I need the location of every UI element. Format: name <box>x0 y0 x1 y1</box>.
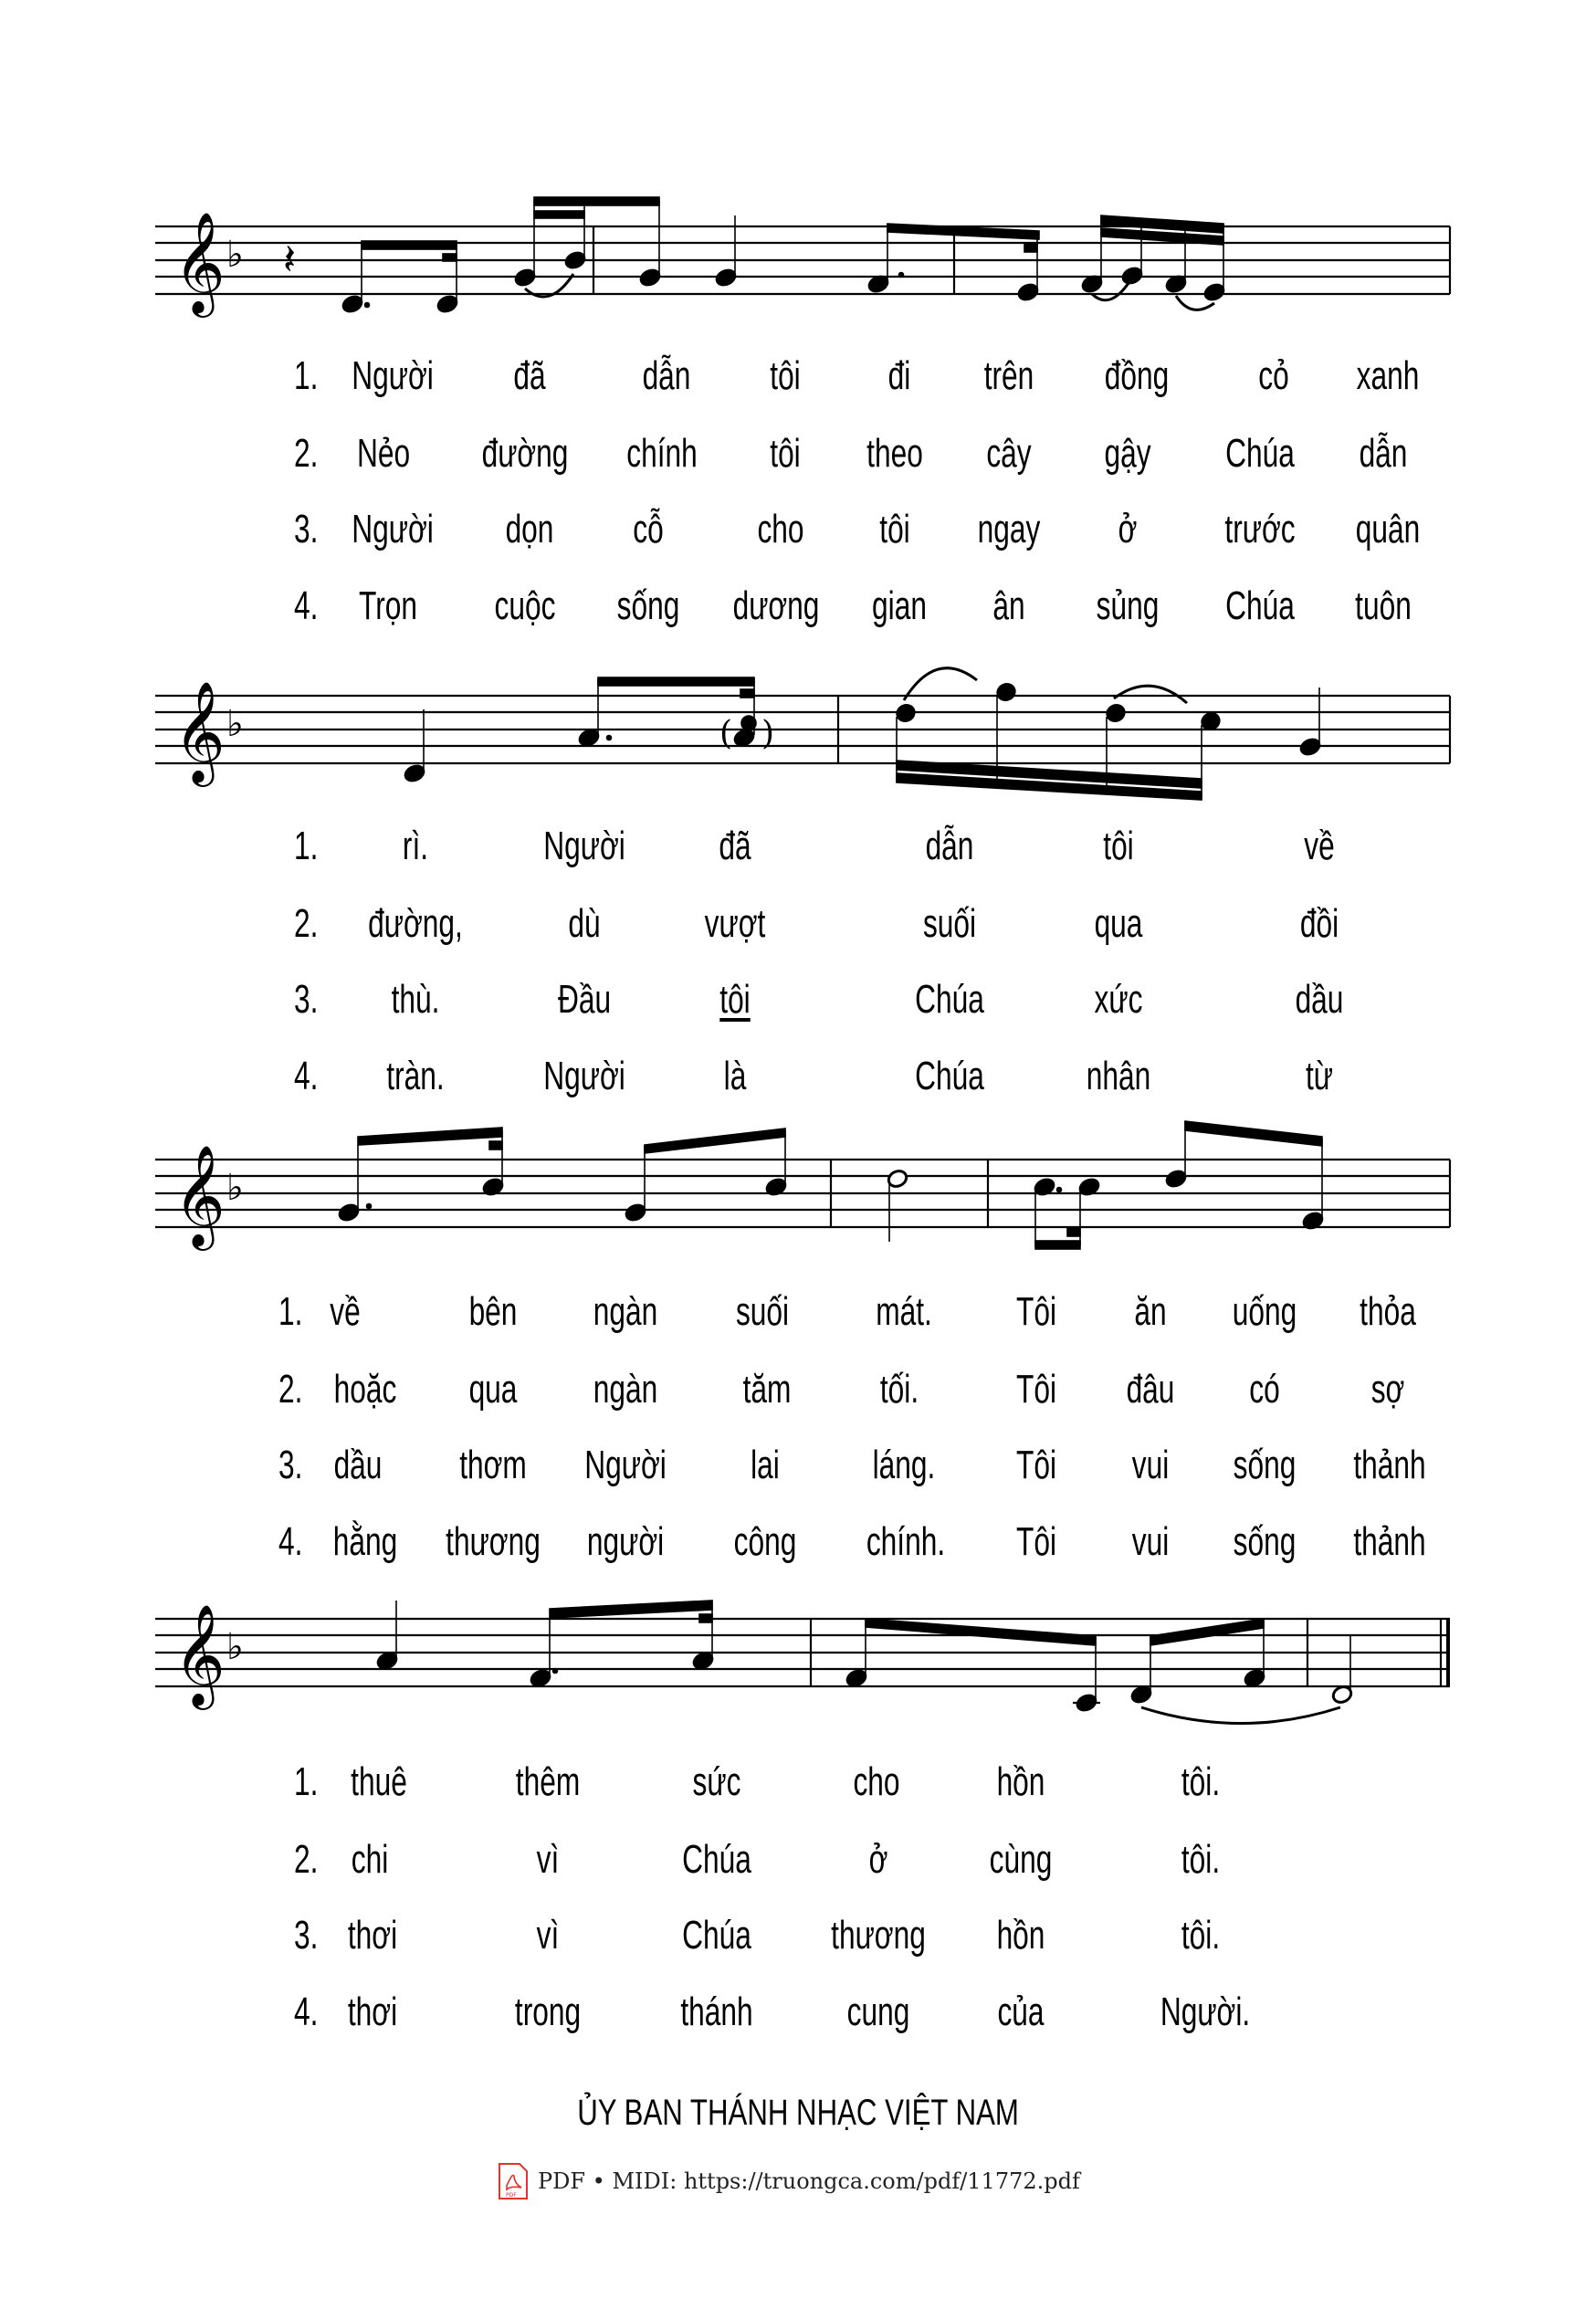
treble-clef-icon: 𝄞 <box>173 680 226 782</box>
lyric-line-2-verse-3 <box>0 977 1596 1034</box>
lyric-syllable: cây <box>986 431 1032 476</box>
verse-number: 2. <box>294 431 319 476</box>
lyric-syllable: dẫn <box>925 824 974 868</box>
lyric-syllable: Tôi <box>1015 1519 1057 1564</box>
lyric-syllable: đã <box>719 824 751 868</box>
verse-number: 1. <box>278 1289 303 1334</box>
lyric-line-4-verse-1 <box>0 1759 1596 1817</box>
lyric-syllable: cỏ <box>1258 353 1289 398</box>
lyric-syllable: cuộc <box>494 583 556 628</box>
lyric-syllable: xức <box>1094 977 1143 1022</box>
lyric-line-1-verse-2 <box>0 431 1596 488</box>
verse-number: 4. <box>294 1989 319 2034</box>
lyric-syllable: Người <box>584 1443 667 1487</box>
lyric-syllable: hằng <box>332 1519 398 1564</box>
pdf-file-icon <box>498 2162 529 2200</box>
lyric-syllable: chính <box>626 431 698 476</box>
lyric-syllable: Người <box>543 824 625 868</box>
lyric-syllable: dọn <box>505 507 554 551</box>
lyric-syllable: dù <box>568 901 601 946</box>
lyric-syllable: sống <box>1233 1443 1297 1487</box>
lyric-syllable: cỗ <box>633 507 664 551</box>
lyric-syllable: thánh <box>680 1989 753 2034</box>
lyric-line-3-verse-2 <box>0 1367 1596 1424</box>
lyric-syllable: Trọn <box>359 583 417 628</box>
lyric-syllable: trên <box>983 353 1034 398</box>
lyric-syllable: thơi <box>347 1913 398 1958</box>
lyric-syllable: theo <box>866 431 923 476</box>
lyric-syllable: tối. <box>879 1367 919 1412</box>
lyric-syllable: tăm <box>742 1367 792 1412</box>
verse-number: 4. <box>294 583 319 628</box>
lyric-syllable: bên <box>468 1289 518 1334</box>
lyric-line-1-verse-1 <box>0 353 1596 411</box>
lyric-syllable: Chúa <box>915 977 984 1022</box>
lyric-syllable: có <box>1249 1367 1280 1412</box>
lyric-syllable: đồng <box>1104 353 1170 398</box>
lyric-syllable: ngay <box>977 507 1041 551</box>
lyric-syllable: Chúa <box>915 1054 984 1098</box>
lyric-syllable: cung <box>846 1989 910 2034</box>
lyric-syllable: quân <box>1355 507 1421 551</box>
lyric-syllable: qua <box>1094 901 1143 946</box>
lyric-syllable: cho <box>853 1759 900 1804</box>
lyric-syllable: thỏa <box>1360 1289 1416 1334</box>
flat-icon: ♭ <box>226 1167 244 1209</box>
lyric-syllable: là <box>723 1054 747 1098</box>
lyric-syllable: dương <box>732 583 820 628</box>
lyric-syllable: ân <box>992 583 1025 628</box>
staff-1 <box>155 183 1470 329</box>
lyric-syllable: uống <box>1232 1289 1297 1334</box>
lyric-syllable: từ <box>1305 1054 1334 1098</box>
lyric-line-3-verse-1 <box>0 1289 1596 1347</box>
lyric-syllable: của <box>997 1989 1045 2034</box>
lyric-syllable: dầu <box>1295 977 1344 1022</box>
lyric-syllable: Chúa <box>682 1913 751 1958</box>
lyric-syllable: rì. <box>402 824 429 868</box>
lyric-syllable: trước <box>1224 507 1296 551</box>
lyric-line-1-verse-3 <box>0 509 1596 564</box>
flat-icon: ♭ <box>226 234 244 276</box>
staff-4 <box>155 1589 1470 1744</box>
lyric-syllable: dầu <box>333 1443 383 1487</box>
lyric-syllable: ăn <box>1134 1289 1167 1334</box>
lyric-syllable: Người <box>352 353 434 398</box>
lyric-syllable: công <box>733 1519 797 1564</box>
verse-number: 4. <box>294 1054 319 1098</box>
lyric-line-2-verse-4 <box>0 1056 1596 1111</box>
lyric-syllable: hồn <box>996 1913 1045 1958</box>
lyric-line-2-verse-1 <box>0 826 1596 881</box>
lyric-syllable: dẫn <box>642 353 691 398</box>
lyric-syllable: cùng <box>989 1837 1053 1882</box>
treble-clef-icon: 𝄞 <box>173 1603 226 1706</box>
lyric-syllable: Tôi <box>1015 1443 1057 1487</box>
svg-text:(: ( <box>719 715 733 752</box>
lyric-syllable: hồn <box>996 1759 1045 1804</box>
lyric-syllable: Tôi <box>1015 1367 1057 1412</box>
lyric-syllable: tôi. <box>1181 1759 1221 1804</box>
lyric-line-4-verse-2 <box>0 1837 1596 1895</box>
verse-number: 1. <box>294 824 319 868</box>
lyric-line-1-verse-4 <box>0 583 1596 641</box>
staff-3 <box>155 1118 1470 1274</box>
lyric-syllable: thảnh <box>1353 1519 1426 1564</box>
treble-clef-icon: 𝄞 <box>173 211 226 313</box>
lyric-syllable: ngàn <box>593 1367 658 1412</box>
lyric-syllable: vì <box>536 1837 560 1882</box>
lyric-syllable: suối <box>735 1289 790 1334</box>
lyric-syllable: Chúa <box>682 1837 751 1882</box>
lyric-syllable: xanh <box>1356 353 1420 398</box>
lyric-syllable: Người. <box>1160 1989 1251 2034</box>
lyric-syllable: chi <box>351 1837 389 1882</box>
verse-number: 2. <box>294 901 319 946</box>
lyric-syllable: vui <box>1131 1443 1170 1487</box>
lyric-syllable: chính. <box>866 1519 946 1564</box>
verse-number: 2. <box>278 1367 303 1412</box>
lyric-syllable: Chúa <box>1225 431 1295 476</box>
lyric-syllable: thù. <box>391 977 440 1022</box>
lyric-syllable: tôi <box>1103 824 1134 868</box>
lyric-syllable: Tôi <box>1015 1289 1057 1334</box>
lyric-syllable: qua <box>468 1367 518 1412</box>
lyric-syllable: đi <box>887 353 911 398</box>
lyric-syllable: thơi <box>347 1989 398 2034</box>
lyric-syllable: trong <box>514 1989 582 2034</box>
lyric-syllable: đường <box>481 431 569 476</box>
lyric-syllable: thơm <box>459 1443 527 1487</box>
lyric-syllable: Người <box>352 507 434 551</box>
lyric-line-3-verse-4 <box>0 1519 1596 1577</box>
lyric-syllable: ở <box>1118 507 1138 551</box>
lyric-syllable: gian <box>872 583 927 628</box>
lyric-syllable: tràn. <box>386 1054 445 1098</box>
lyric-syllable: gậy <box>1104 431 1151 476</box>
lyric-syllable: ở <box>868 1837 888 1882</box>
lyric-syllable: Nẻo <box>356 431 411 476</box>
lyric-syllable: cho <box>757 507 804 551</box>
download-link[interactable] <box>498 2162 1080 2200</box>
lyric-syllable: lai <box>751 1443 780 1487</box>
lyric-syllable: đường, <box>368 901 463 946</box>
lyric-syllable: suối <box>922 901 977 946</box>
verse-number: 2. <box>294 1837 319 1882</box>
lyric-syllable: đồi <box>1299 901 1339 946</box>
verse-number: 3. <box>294 507 319 551</box>
verse-number: 1. <box>294 1759 319 1804</box>
lyric-syllable: sức <box>692 1759 741 1804</box>
lyric-syllable: ngàn <box>593 1289 658 1334</box>
lyric-syllable: tuôn <box>1355 583 1412 628</box>
lyric-syllable: sợ <box>1370 1367 1405 1412</box>
verse-number: 3. <box>278 1443 303 1487</box>
lyric-syllable: tôi. <box>1181 1837 1221 1882</box>
staff-2 <box>155 653 1470 808</box>
lyric-syllable: Đầu <box>557 977 612 1022</box>
lyric-syllable: thương <box>446 1519 541 1564</box>
lyric-syllable: thêm <box>515 1759 581 1804</box>
quarter-rest-icon: 𝄽 <box>283 235 297 284</box>
lyric-syllable: nhân <box>1086 1054 1151 1098</box>
lyric-syllable: thảnh <box>1353 1443 1426 1487</box>
svg-text:PDF: PDF <box>506 2192 517 2199</box>
lyric-syllable: Người <box>543 1054 625 1098</box>
lyric-syllable: vì <box>536 1913 560 1958</box>
verse-number: 3. <box>294 977 319 1022</box>
lyric-syllable: thuê <box>351 1759 407 1804</box>
lyric-syllable: mát. <box>876 1289 932 1334</box>
lyric-line-4-verse-4 <box>0 1989 1596 2047</box>
lyric-syllable: thương <box>831 1913 926 1958</box>
lyric-syllable: sống <box>1233 1519 1297 1564</box>
lyric-syllable: tôi. <box>1181 1913 1221 1958</box>
lyric-syllable: vui <box>1131 1519 1170 1564</box>
lyric-syllable: người <box>586 1519 665 1564</box>
lyric-syllable: hoặc <box>333 1367 397 1412</box>
verse-number: 4. <box>278 1519 303 1564</box>
treble-clef-icon: 𝄞 <box>173 1144 226 1246</box>
lyric-syllable: tôi <box>770 431 801 476</box>
flat-icon: ♭ <box>226 703 244 745</box>
verse-number: 1. <box>294 353 319 398</box>
flat-icon: ♭ <box>226 1626 244 1668</box>
svg-text:): ) <box>761 715 775 752</box>
lyric-line-4-verse-3 <box>0 1913 1596 1970</box>
lyric-line-3-verse-3 <box>0 1445 1596 1500</box>
verse-number: 3. <box>294 1913 319 1958</box>
lyric-syllable: đâu <box>1126 1367 1175 1412</box>
download-link-text[interactable]: PDF • MIDI: https://truongca.com/pdf/11772.pdf <box>538 2168 1080 2194</box>
lyric-syllable: tôi <box>770 353 801 398</box>
lyric-syllable: sủng <box>1096 583 1160 628</box>
lyric-syllable: tôi <box>879 507 910 551</box>
lyric-line-2-verse-2 <box>0 901 1596 959</box>
lyric-syllable: láng. <box>872 1443 936 1487</box>
lyric-syllable: tôi <box>719 977 751 1022</box>
lyric-syllable: về <box>330 1289 361 1334</box>
lyric-syllable: sống <box>616 583 680 628</box>
lyric-syllable: về <box>1304 824 1335 868</box>
lyric-syllable: dẫn <box>1359 431 1408 476</box>
lyric-syllable: Chúa <box>1225 583 1295 628</box>
publisher-credit: ỦY BAN THÁNH NHẠC VIỆT NAM <box>577 2093 1019 2133</box>
lyric-syllable: đã <box>513 353 546 398</box>
lyric-syllable: vượt <box>704 901 766 946</box>
